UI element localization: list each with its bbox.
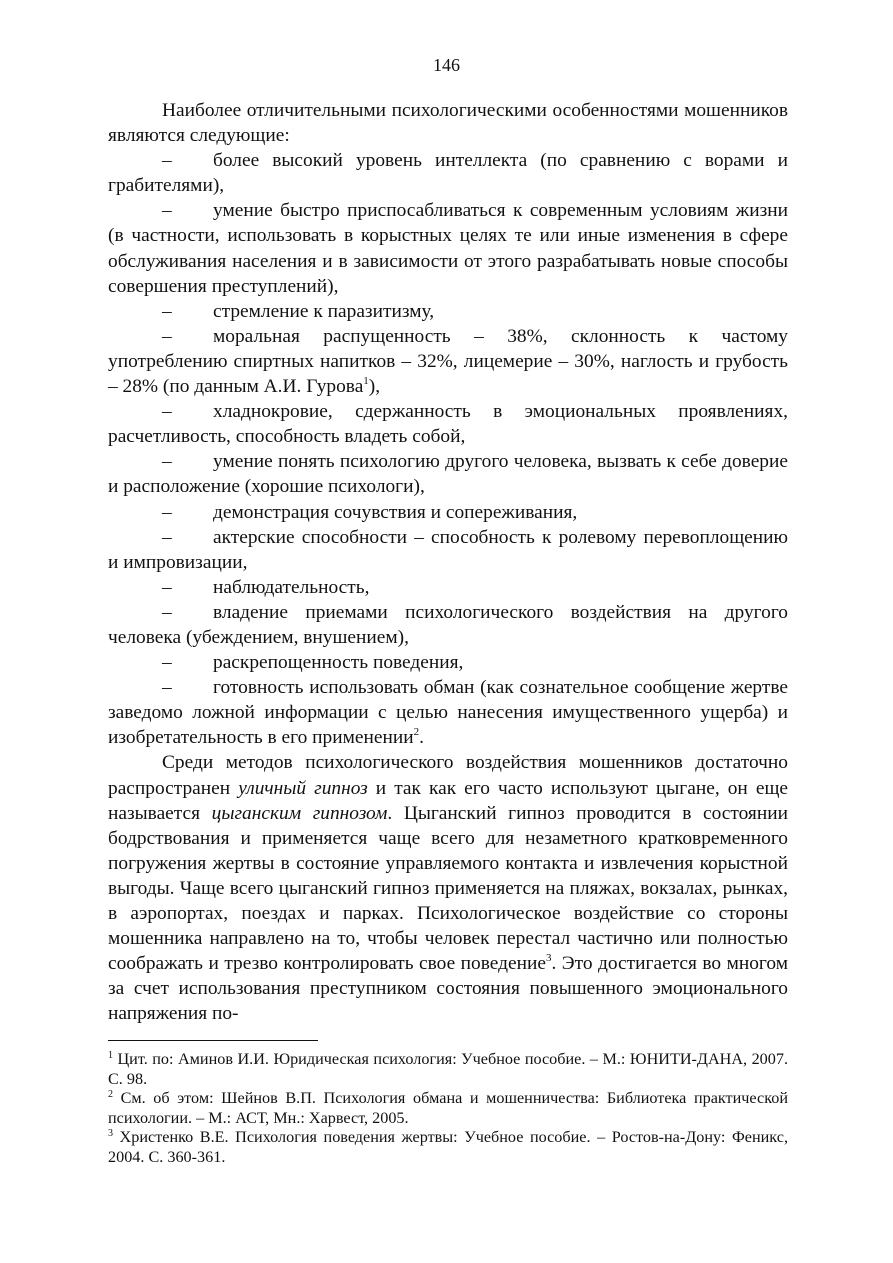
list-item-text: умение понять психологию другого человека, вызвать к себе доверие и расположение (хорошие психологи), — [108, 451, 788, 498]
footnote — [108, 1050, 788, 1089]
list-item — [108, 198, 788, 298]
list-item-text: владение приемами психологического воздействия на другого человека (убеждением, внушением), — [108, 601, 788, 648]
list-item-text: стремление к паразитизму, — [213, 300, 435, 322]
list-item-text: хладнокровие, сдержанность в эмоциональных проявлениях, расчетливость, способность владеть собой, — [108, 401, 788, 448]
list-item — [108, 600, 788, 650]
footnote — [108, 1089, 788, 1128]
dash-marker: – — [162, 576, 172, 598]
paragraph-text: и так как его часто используют цыгане, он еще называется — [108, 777, 788, 824]
dash-marker: – — [162, 325, 172, 347]
list-item — [108, 324, 788, 399]
dash-marker: – — [162, 401, 172, 423]
footnote-ref[interactable]: 3 — [545, 952, 552, 965]
footnote-ref[interactable]: 2 — [413, 726, 420, 739]
footnote-separator — [108, 1040, 318, 1041]
list-item — [108, 148, 788, 198]
dash-marker: – — [162, 677, 172, 699]
list-item-text: умение быстро приспосабливаться к современным условиям жизни (в частности, использовать в корыстных целях те или иные изменения в сфере обслуживания населения и в зависимости от этого разрабатывать новые способы совершения преступлений), — [108, 200, 788, 297]
list-item — [108, 525, 788, 575]
list-item-text: моральная распущенность – 38%, склонность к частому употреблению спиртных напитков – 32%, лицемерие – 30%, наглость и грубость – 28% (по данным А.И. Гурова — [108, 325, 788, 398]
footnote-text: Христенко В.Е. Психология поведения жертвы: Учебное пособие. – Ростов-на-Дону: Феникс, 2004. С. 360-361. — [108, 1128, 788, 1166]
italic-term: уличный гипноз — [238, 777, 368, 799]
dash-marker: – — [162, 501, 172, 523]
list-item-text: раскрепощенность поведения, — [213, 652, 464, 674]
list-item — [108, 399, 788, 449]
dash-marker: – — [162, 200, 172, 222]
list-item — [108, 500, 788, 525]
paragraph-text: Среди методов психологического воздействия мошенников достаточно распространен — [108, 752, 788, 799]
list-item-text: наблюдательность, — [213, 576, 370, 598]
footnotes — [108, 1050, 788, 1168]
list-item — [108, 675, 788, 750]
list-item-text: демонстрация сочувствия и сопереживания, — [213, 501, 578, 523]
list-item — [108, 650, 788, 675]
paragraph-text: . Это достигается во многом за счет использования преступником состояния повышенного эмоционального напряжения по- — [108, 953, 788, 1025]
page-number: 146 — [433, 55, 460, 75]
paragraph-text: . Цыганский гипноз проводится в состоянии бодрствования и применяется чаще всего для незаметного кратковременного погружения жертвы в состояние управляемого контакта и извлечения корыстной выгоды. Чаще всего цыганский гипноз применяется на пляжах, вокзалах, рынках, в аэропортах, поездах и парках. Психологическое воздействие со стороны мошенника направлено на то, чтобы человек перестал частично или полностью соображать и трезво контролировать свое поведение — [108, 802, 788, 975]
dash-marker: – — [162, 601, 172, 623]
footnote-text: См. об этом: Шейнов В.П. Психология обмана и мошенничества: Библиотека практической психологии. – М.: АСТ, Мн.: Харвест, 2005. — [108, 1089, 788, 1127]
dash-marker: – — [162, 526, 172, 548]
body-text — [108, 98, 788, 1026]
body-paragraph — [108, 750, 788, 1026]
list-item — [108, 575, 788, 600]
list-item — [108, 299, 788, 324]
footnote-text: Цит. по: Аминов И.И. Юридическая психология: Учебное пособие. – М.: ЮНИТИ-ДАНА, 2007. С. 98. — [108, 1050, 788, 1088]
footnote-mark: 1 — [108, 1050, 113, 1061]
dash-marker: – — [162, 300, 172, 322]
dash-marker: – — [162, 150, 172, 172]
intro-paragraph: Наиболее отличительными психологическими особенностями мошенников являются следующие: — [108, 100, 788, 147]
footnote-ref[interactable]: 1 — [363, 375, 369, 388]
dash-marker: – — [162, 451, 172, 473]
list-item-text: актерские способности – способность к ролевому перевоплощению и импровизации, — [108, 526, 788, 573]
list-item-text-end: ), — [368, 376, 381, 398]
footnote-mark: 3 — [108, 1128, 113, 1140]
footnote-mark: 2 — [108, 1089, 113, 1101]
list-item-text: готовность использовать обман (как сознательное сообщение жертве заведомо ложной информации с целью нанесения имущественного ущерба) и изобретательность в его применении — [108, 677, 788, 749]
italic-term: цыганским гипнозом — [211, 802, 388, 824]
footnote — [108, 1128, 788, 1167]
list-item-text: более высокий уровень интеллекта (по сравнению с ворами и грабителями), — [108, 150, 788, 197]
dash-marker: – — [162, 652, 172, 674]
list-item-text-end: . — [419, 727, 424, 749]
list-item — [108, 449, 788, 499]
